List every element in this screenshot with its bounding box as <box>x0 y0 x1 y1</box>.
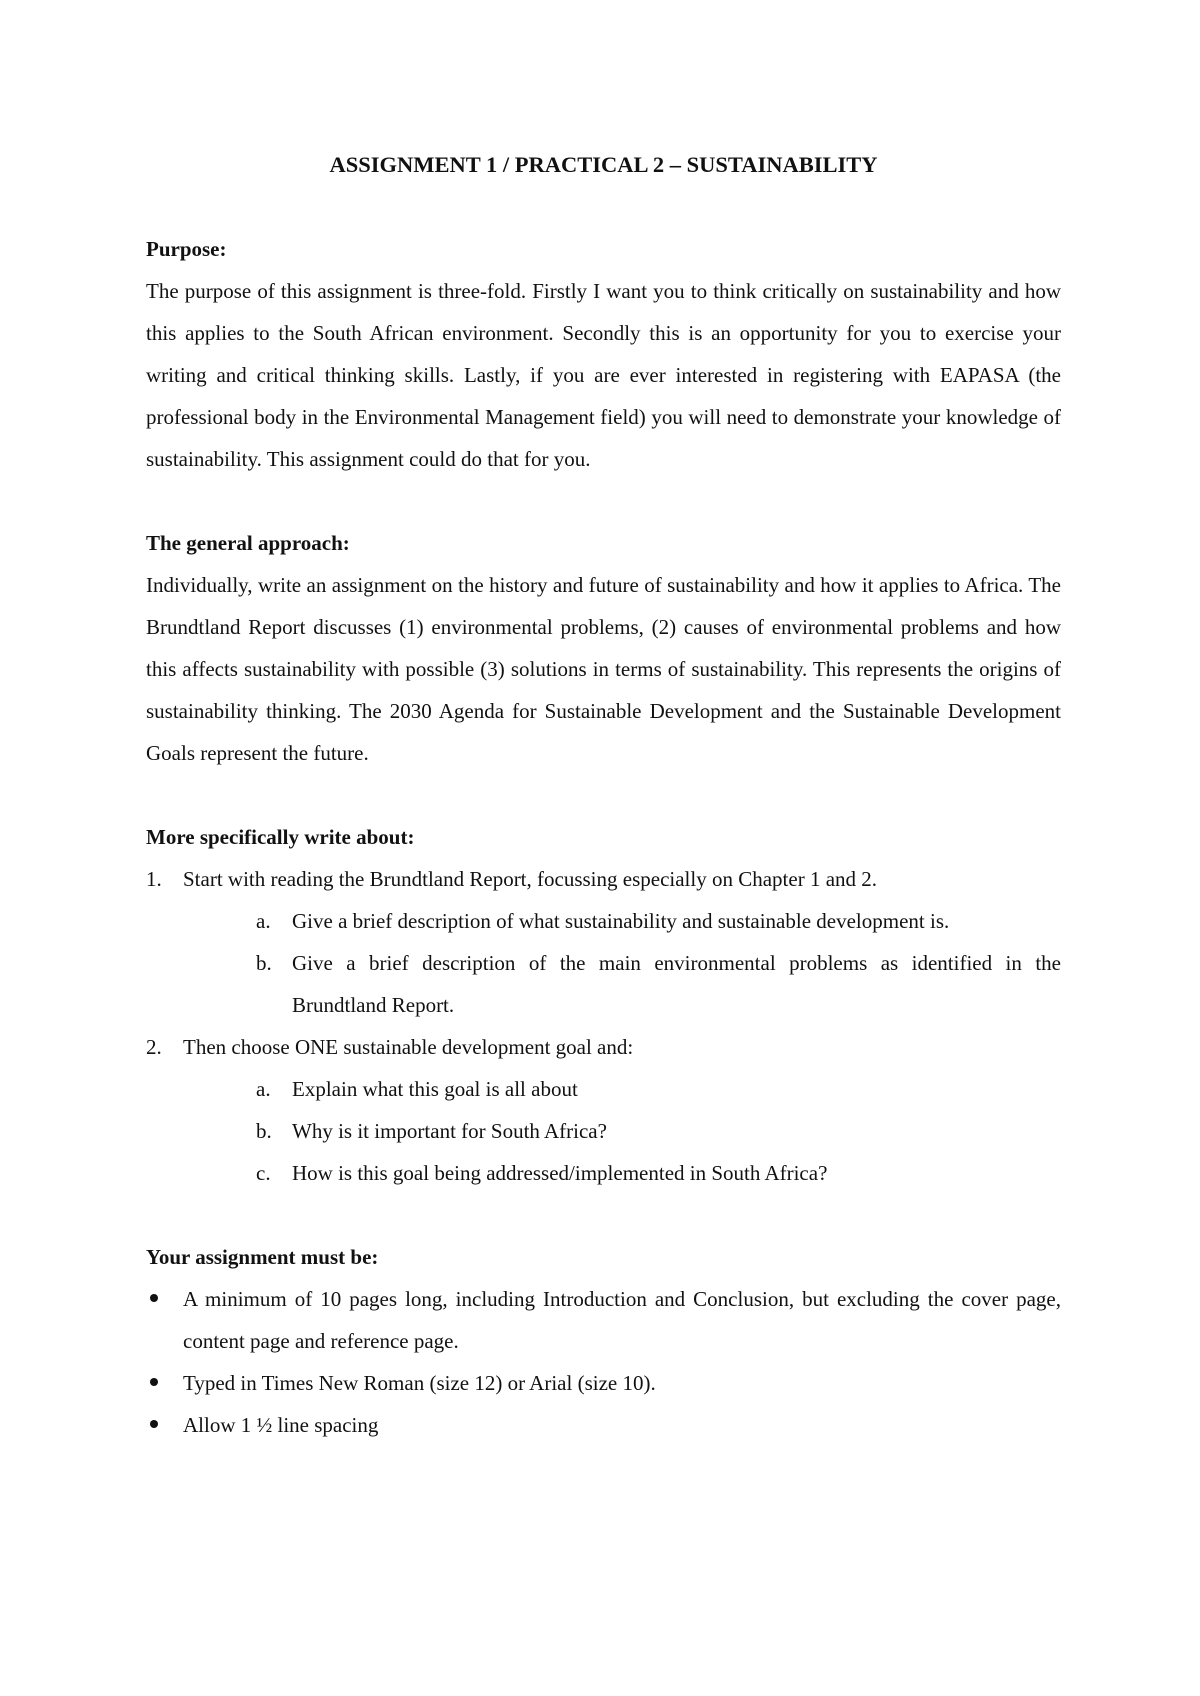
sub-item-text: Explain what this goal is all about <box>292 1077 578 1101</box>
sub-item-text: Give a brief description of the main environmental problems as identified in the Brundtland Report. <box>292 951 1061 1017</box>
sub-item-text: How is this goal being addressed/implemented in South Africa? <box>292 1161 828 1185</box>
requirements-heading: Your assignment must be: <box>146 1245 379 1269</box>
specific-item-1 <box>146 858 1061 1026</box>
specific-heading: More specifically write about: <box>146 825 415 849</box>
purpose-heading: Purpose: <box>146 237 227 261</box>
specific-item-2 <box>146 1026 1061 1194</box>
list-item-text: Then choose ONE sustainable development goal and: <box>183 1035 634 1059</box>
sub-marker: b. <box>256 951 272 975</box>
document-title: ASSIGNMENT 1 / PRACTICAL 2 – SUSTAINABILITY <box>329 152 878 177</box>
list-marker: 2. <box>146 1035 162 1059</box>
list-marker: 1. <box>146 867 162 891</box>
sub-marker: a. <box>256 909 271 933</box>
sub-item-1b <box>183 942 1061 1026</box>
approach-paragraph: Individually, write an assignment on the history and future of sustainability and how it applies to Africa. The Brundtland Report discusses (1) environmental problems, (2) causes of environmental problems and how this affects sustainability with possible (3) solutions in terms of sustainability. This represents the origins of sustainability thinking. The 2030 Agenda for Sustainable Development and the Sustainable Development Goals represent the future. <box>146 573 1061 765</box>
sub-item-text: Give a brief description of what sustainability and sustainable development is. <box>292 909 950 933</box>
requirement-item <box>146 1362 1061 1404</box>
requirement-text: Typed in Times New Roman (size 12) or Arial (size 10). <box>183 1371 656 1395</box>
sub-item-text: Why is it important for South Africa? <box>292 1119 607 1143</box>
requirement-item <box>146 1404 1061 1446</box>
sub-list <box>183 1068 1061 1194</box>
sub-list <box>183 900 1061 1026</box>
requirement-item <box>146 1278 1061 1362</box>
list-item-text: Start with reading the Brundtland Report, focussing especially on Chapter 1 and 2. <box>183 867 878 891</box>
sub-item-2b <box>183 1110 1061 1152</box>
sub-item-2a <box>183 1068 1061 1110</box>
requirement-text: A minimum of 10 pages long, including Introduction and Conclusion, but excluding the cover page, content page and reference page. <box>183 1287 1061 1353</box>
specific-list <box>146 858 1061 1194</box>
bullet-icon <box>150 1294 158 1302</box>
bullet-icon <box>150 1378 158 1386</box>
sub-item-1a <box>183 900 1061 942</box>
sub-marker: a. <box>256 1077 271 1101</box>
requirements-list <box>146 1278 1061 1446</box>
sub-item-2c <box>183 1152 1061 1194</box>
bullet-icon <box>150 1420 158 1428</box>
requirement-text: Allow 1 ½ line spacing <box>183 1413 379 1437</box>
sub-marker: b. <box>256 1119 272 1143</box>
purpose-paragraph: The purpose of this assignment is three-fold. Firstly I want you to think critically on sustainability and how this applies to the South African environment. Secondly this is an opportunity for you to exercise your writing and critical thinking skills. Lastly, if you are ever interested in registering with EAPASA (the professional body in the Environmental Management field) you will need to demonstrate your knowledge of sustainability. This assignment could do that for you. <box>146 279 1061 471</box>
approach-heading: The general approach: <box>146 531 350 555</box>
sub-marker: c. <box>256 1161 271 1185</box>
